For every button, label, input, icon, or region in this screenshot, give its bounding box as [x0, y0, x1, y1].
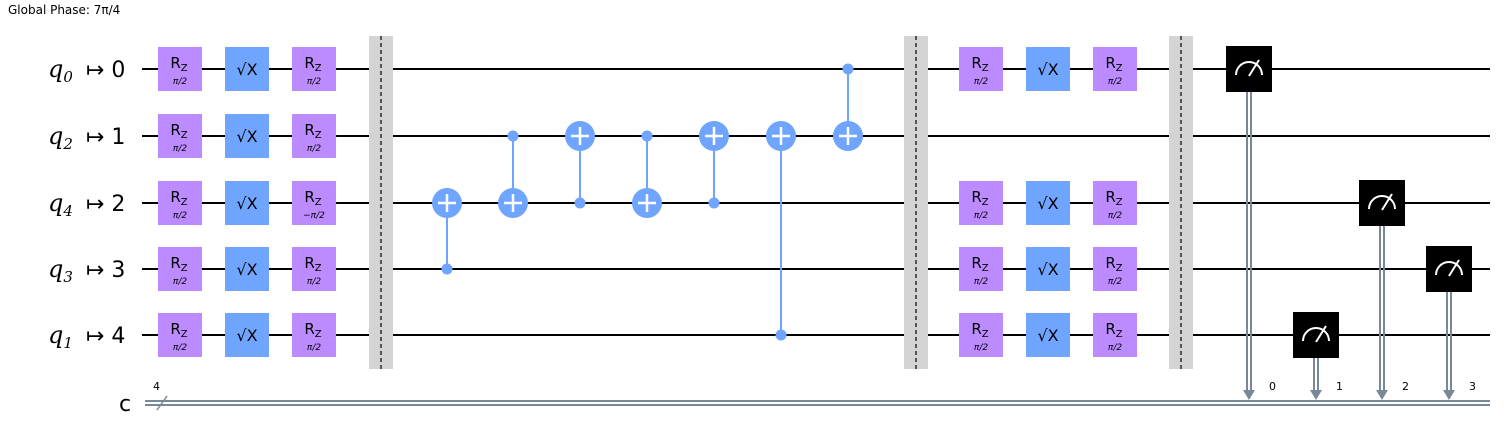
- measure-gate[interactable]: [1359, 180, 1405, 400]
- rz-gate[interactable]: [158, 313, 202, 357]
- sx-gate-label: √X: [1037, 260, 1059, 279]
- rz-gate-label: $R_Z$: [170, 254, 188, 274]
- rz-gate-param: π/2: [306, 277, 322, 287]
- rz-gate-label: $R_Z$: [170, 320, 188, 340]
- cnot-control-dot: [508, 131, 519, 142]
- rz-gate-param: π/2: [1107, 277, 1123, 287]
- rz-gate-label: $R_Z$: [971, 54, 989, 74]
- qubit-mapping: ↦ 2: [86, 192, 126, 217]
- qubit-mapping: ↦ 1: [86, 125, 126, 150]
- rz-gate[interactable]: [959, 313, 1003, 357]
- qubit-mapping: ↦ 0: [86, 58, 126, 83]
- rz-gate-label: $R_Z$: [1105, 54, 1123, 74]
- measure-gate[interactable]: [1426, 246, 1472, 400]
- creg-bit-label: 1: [1336, 380, 1343, 393]
- rz-gate-sub: Z: [180, 329, 188, 340]
- sx-gate[interactable]: [1026, 181, 1070, 225]
- barrier: [369, 36, 393, 369]
- measure-gate[interactable]: [1226, 46, 1272, 400]
- rz-gate-label: $R_Z$: [170, 54, 188, 74]
- rz-gate-sub: Z: [314, 63, 322, 74]
- rz-gate[interactable]: [158, 181, 202, 225]
- rz-gate-param: π/2: [306, 343, 322, 353]
- measure-arrow: [1243, 390, 1255, 400]
- sx-gate[interactable]: [225, 181, 269, 225]
- rz-gate-param: π/2: [973, 277, 989, 287]
- measure-box: [1226, 46, 1272, 92]
- sx-gate[interactable]: [225, 47, 269, 91]
- creg-bit-label: 0: [1269, 380, 1276, 393]
- rz-gate-param: π/2: [172, 144, 188, 154]
- qubit-index: 0: [63, 68, 73, 86]
- cnot-gate[interactable]: [432, 188, 462, 275]
- barrier: [1169, 36, 1193, 369]
- measure-arrow: [1443, 390, 1455, 400]
- rz-gate-sub: Z: [1115, 197, 1123, 208]
- qubit-name: $q_4$: [48, 189, 73, 220]
- rz-gate[interactable]: [1093, 47, 1137, 91]
- rz-gate-label: $R_Z$: [304, 320, 322, 340]
- rz-gate-sub: Z: [1115, 329, 1123, 340]
- rz-gate[interactable]: [158, 47, 202, 91]
- measure-box: [1359, 180, 1405, 226]
- rz-gate[interactable]: [158, 247, 202, 291]
- rz-gate-label: $R_Z$: [170, 188, 188, 208]
- rz-gate-label: $R_Z$: [971, 320, 989, 340]
- qubit-label: [48, 122, 125, 153]
- rz-gate-param: π/2: [306, 144, 322, 154]
- qubit-mapping: ↦ 4: [86, 324, 126, 349]
- qubit-label: [48, 255, 125, 286]
- rz-gate-sub: Z: [180, 130, 188, 141]
- measure-arrow: [1376, 390, 1388, 400]
- rz-gate-label: $R_Z$: [1105, 320, 1123, 340]
- sx-gate-label: √X: [1037, 326, 1059, 345]
- sx-gate-label: √X: [1037, 194, 1059, 213]
- cnot-gate[interactable]: [699, 121, 729, 209]
- sx-gate[interactable]: [1026, 47, 1070, 91]
- sx-gate-label: √X: [236, 194, 258, 213]
- rz-gate-param: π/2: [973, 343, 989, 353]
- rz-gate-param: π/2: [973, 77, 989, 87]
- rz-gate-param: π/2: [306, 77, 322, 87]
- global-phase: Global Phase: 7π/4: [8, 3, 121, 17]
- rz-gate-label: $R_Z$: [304, 121, 322, 141]
- rz-gate[interactable]: [959, 47, 1003, 91]
- rz-gate[interactable]: [292, 247, 336, 291]
- creg-name: c: [119, 392, 132, 417]
- rz-gate-label: $R_Z$: [170, 121, 188, 141]
- qubit-name: $q_3$: [48, 255, 73, 286]
- rz-gate[interactable]: [1093, 247, 1137, 291]
- qubit-index: 4: [63, 202, 73, 220]
- barrier: [904, 36, 928, 369]
- sx-gate-label: √X: [236, 260, 258, 279]
- sx-gate-label: √X: [236, 60, 258, 79]
- rz-gate-label: $R_Z$: [304, 54, 322, 74]
- rz-gate-sub: Z: [981, 63, 989, 74]
- sx-gate-label: √X: [1037, 60, 1059, 79]
- qubit-name: $q_1$: [48, 321, 73, 352]
- measure-arrow: [1310, 390, 1322, 400]
- cnot-gate[interactable]: [498, 131, 528, 219]
- rz-gate[interactable]: [959, 181, 1003, 225]
- cnot-control-dot: [843, 64, 854, 75]
- rz-gate-sub: Z: [1115, 63, 1123, 74]
- rz-gate[interactable]: [1093, 181, 1137, 225]
- cnot-gate[interactable]: [632, 131, 662, 219]
- sx-gate[interactable]: [225, 313, 269, 357]
- qubit-mapping: ↦ 3: [86, 258, 126, 283]
- cnot-control-dot: [776, 330, 787, 341]
- rz-gate-sub: Z: [180, 263, 188, 274]
- rz-gate-param: π/2: [172, 343, 188, 353]
- cnot-control-dot: [709, 198, 720, 209]
- sx-gate[interactable]: [225, 247, 269, 291]
- sx-gate-label: √X: [236, 326, 258, 345]
- rz-gate-param: π/2: [1107, 211, 1123, 221]
- qubit-name: $q_0$: [48, 55, 73, 86]
- sx-gate-label: √X: [236, 127, 258, 146]
- measure-box: [1293, 312, 1339, 358]
- rz-gate-param: π/2: [973, 211, 989, 221]
- rz-gate-param: −π/2: [303, 211, 325, 221]
- rz-gate-param: π/2: [1107, 343, 1123, 353]
- rz-gate-param: π/2: [1107, 77, 1123, 87]
- rz-gate-label: $R_Z$: [304, 254, 322, 274]
- rz-gate[interactable]: [158, 114, 202, 158]
- rz-gate-sub: Z: [314, 130, 322, 141]
- qubit-name: $q_2$: [48, 122, 73, 153]
- rz-gate-sub: Z: [981, 329, 989, 340]
- rz-gate-label: $R_Z$: [971, 254, 989, 274]
- cnot-control-dot: [575, 198, 586, 209]
- rz-gate-label: $R_Z$: [971, 188, 989, 208]
- rz-gate-sub: Z: [1115, 263, 1123, 274]
- rz-gate-sub: Z: [314, 197, 322, 208]
- qubit-index: 1: [63, 334, 73, 352]
- rz-gate[interactable]: [292, 47, 336, 91]
- sx-gate[interactable]: [1026, 313, 1070, 357]
- qubit-label: [48, 189, 125, 220]
- rz-gate[interactable]: [292, 181, 336, 225]
- rz-gate-label: $R_Z$: [304, 188, 322, 208]
- creg-size: 4: [153, 380, 160, 393]
- rz-gate-sub: Z: [180, 197, 188, 208]
- creg-bit-label: 2: [1402, 380, 1409, 393]
- measure-gate[interactable]: [1293, 312, 1339, 400]
- qubit-label: [48, 321, 125, 352]
- rz-gate-sub: Z: [180, 63, 188, 74]
- rz-gate-sub: Z: [981, 197, 989, 208]
- rz-gate[interactable]: [959, 247, 1003, 291]
- rz-gate-sub: Z: [314, 263, 322, 274]
- rz-gate-sub: Z: [981, 263, 989, 274]
- creg-bundle-slash: [157, 396, 167, 410]
- rz-gate-label: $R_Z$: [1105, 188, 1123, 208]
- qubit-index: 3: [63, 268, 73, 286]
- cnot-control-dot: [642, 131, 653, 142]
- measure-box: [1426, 246, 1472, 292]
- cnot-gate[interactable]: [833, 64, 863, 152]
- rz-gate[interactable]: [292, 114, 336, 158]
- rz-gate-param: π/2: [172, 277, 188, 287]
- sx-gate[interactable]: [225, 114, 269, 158]
- cnot-gate[interactable]: [766, 121, 796, 341]
- rz-gate-param: π/2: [172, 211, 188, 221]
- cnot-control-dot: [442, 264, 453, 275]
- rz-gate-param: π/2: [172, 77, 188, 87]
- rz-gate-sub: Z: [314, 329, 322, 340]
- rz-gate-label: $R_Z$: [1105, 254, 1123, 274]
- cnot-gate[interactable]: [565, 121, 595, 209]
- qubit-label: [48, 55, 125, 86]
- qubit-index: 2: [63, 135, 73, 153]
- creg-bit-label: 3: [1469, 380, 1476, 393]
- sx-gate[interactable]: [1026, 247, 1070, 291]
- rz-gate[interactable]: [292, 313, 336, 357]
- rz-gate[interactable]: [1093, 313, 1137, 357]
